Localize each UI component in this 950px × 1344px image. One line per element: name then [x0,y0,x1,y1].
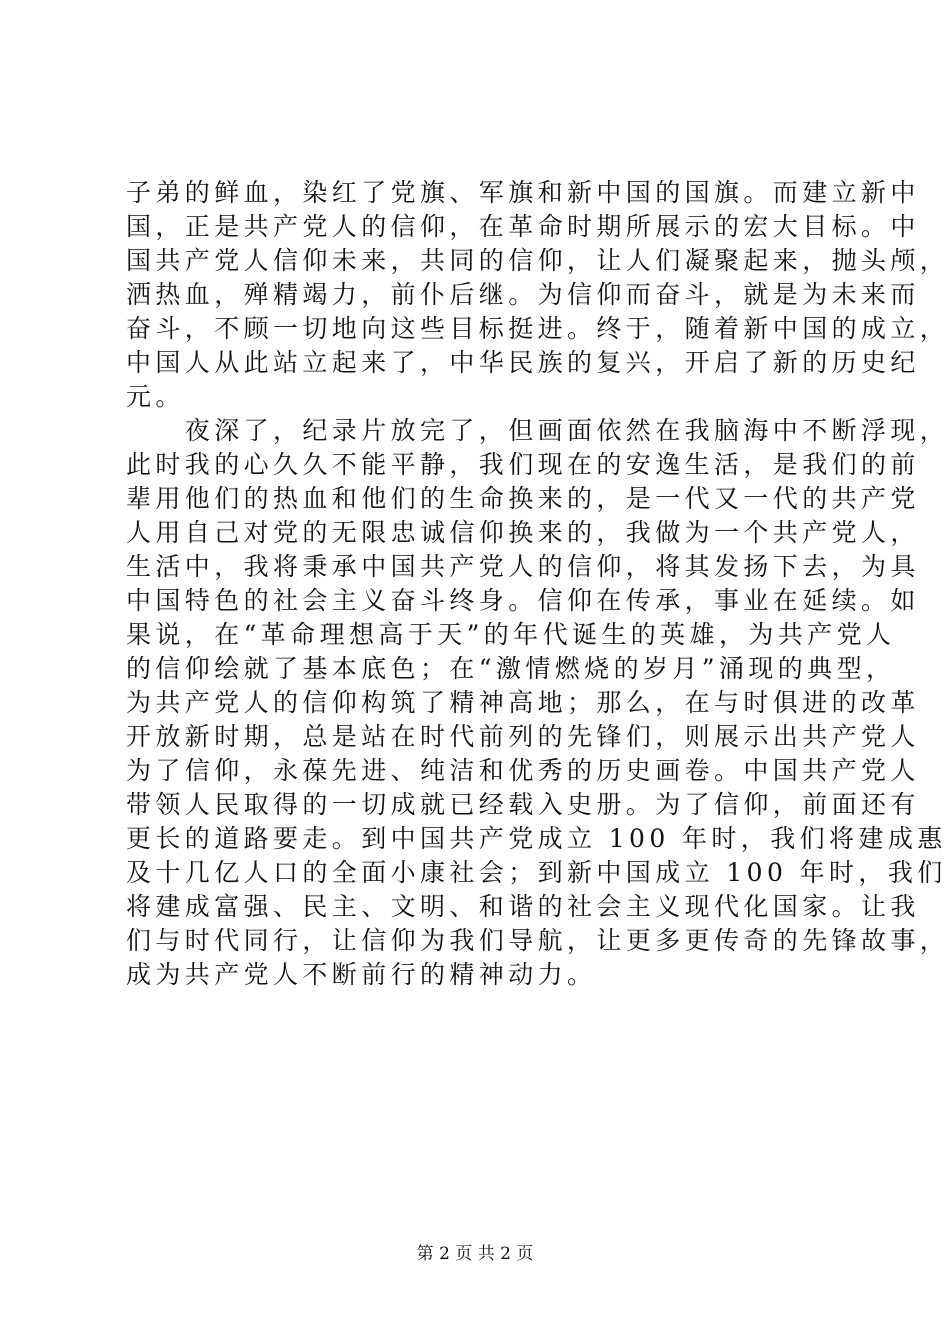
text-line: 为了信仰，永葆先进、纯洁和优秀的历史画卷。中国共产党人 [126,756,920,785]
text-line: 们与时代同行，让信仰为我们导航，让更多更传奇的先锋故事， [126,926,950,955]
text-line: 国，正是共产党人的信仰，在革命时期所展示的宏大目标。中 [126,212,920,241]
page-number-footer: 第 2 页 共 2 页 [416,1244,534,1264]
text-line: 辈用他们的热血和他们的生命换来的，是一代又一代的共产党 [126,484,920,513]
text-line: 中国人从此站立起来了，中华民族的复兴，开启了新的历史纪 [126,348,920,377]
text-line: 的信仰绘就了基本底色；在“激情燃烧的岁月”涌现的典型， [126,654,896,683]
text-line: 元。 [126,382,185,411]
text-line: 为共产党人的信仰构筑了精神高地；那么，在与时俱进的改革 [126,688,920,717]
text-line: 人用自己对党的无限忠诚信仰换来的，我做为一个共产党人， [126,518,920,547]
text-line: 国共产党人信仰未来，共同的信仰，让人们凝聚起来，抛头颅， [126,246,950,275]
text-line: 子弟的鲜血，染红了党旗、军旗和新中国的国旗。而建立新中 [126,178,920,207]
text-line: 洒热血，殚精竭力，前仆后继。为信仰而奋斗，就是为未来而 [126,280,920,309]
document-body [126,176,950,992]
text-line: 将建成富强、民主、文明、和谐的社会主义现代化国家。让我 [126,892,920,921]
text-line: 夜深了，纪录片放完了，但画面依然在我脑海中不断浮现， [126,416,950,445]
text-line: 开放新时期，总是站在时代前列的先锋们，则展示出共产党人 [126,722,920,751]
text-line: 奋斗，不顾一切地向这些目标挺进。终于，随着新中国的成立， [126,314,950,343]
text-line: 此时我的心久久不能平静，我们现在的安逸生活，是我们的前 [126,450,920,479]
text-line: 及十几亿人口的全面小康社会；到新中国成立 100 年时，我们 [126,858,947,887]
text-line: 生活中，我将秉承中国共产党人的信仰，将其发扬下去，为具 [126,552,920,581]
text-line: 中国特色的社会主义奋斗终身。信仰在传承，事业在延续。如 [126,586,920,615]
text-line: 果说，在“革命理想高于天”的年代诞生的英雄，为共产党人 [126,620,896,649]
text-line: 更长的道路要走。到中国共产党成立 100 年时，我们将建成惠 [126,824,947,853]
text-line: 成为共产党人不断前行的精神动力。 [126,960,597,989]
text-line: 带领人民取得的一切成就已经载入史册。为了信仰，前面还有 [126,790,920,819]
